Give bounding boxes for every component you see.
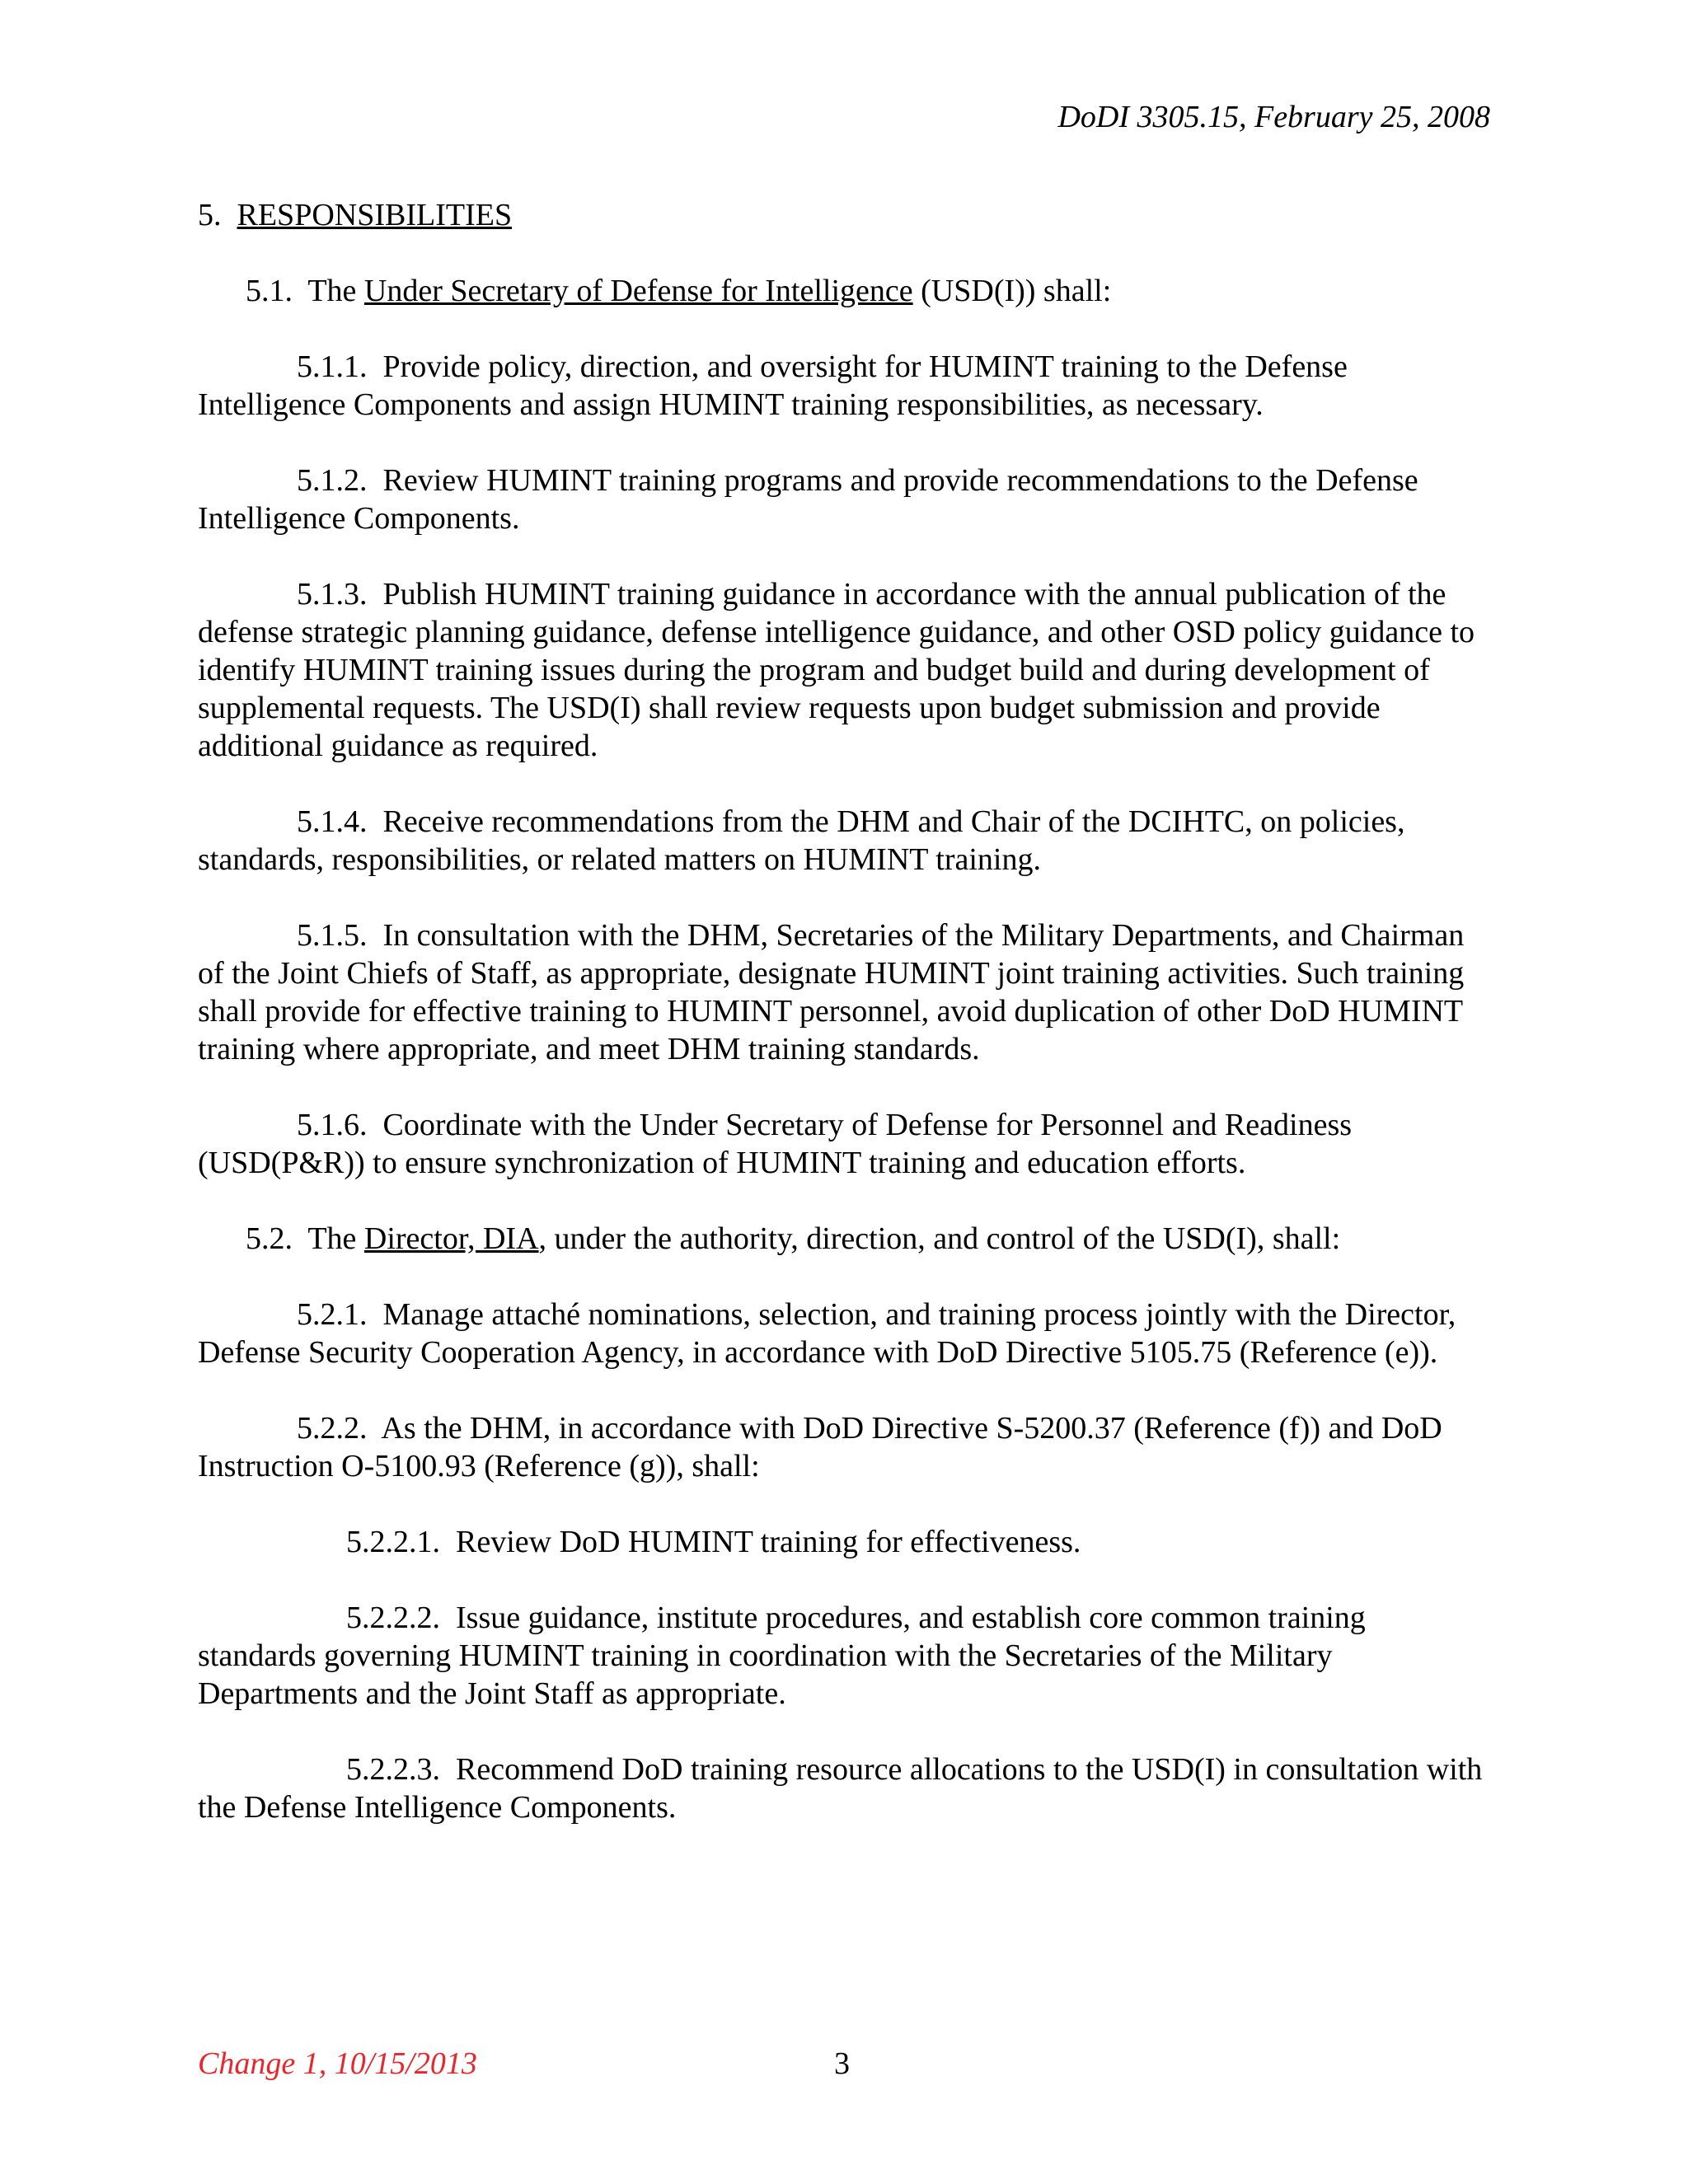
paragraph-5-1-6 bbox=[198, 1106, 1488, 1182]
paragraph-text: In consultation with the DHM, Secretaries of the Military Departments, and Chairman of the Joint Chiefs of Staff, as appropriate, designate HUMINT joint training activities. Such training shall provide for effective training to HUMINT personnel, avoid duplication of other DoD HUMINT training where appropriate, and meet DHM training standards. bbox=[198, 918, 1465, 1066]
paragraph-text: Issue guidance, institute procedures, and establish core common training standards governing HUMINT training in coordination with the Secretaries of the Military Departments and the Joint Staff as appropriate. bbox=[198, 1601, 1366, 1711]
paragraph-text: , under the authority, direction, and control of the USD(I), shall: bbox=[538, 1221, 1341, 1256]
paragraph-5-2-2 bbox=[198, 1409, 1488, 1485]
paragraph-text: The bbox=[307, 274, 357, 308]
paragraph-number: 5.1. bbox=[246, 274, 293, 308]
section-title: RESPONSIBILITIES bbox=[237, 198, 513, 232]
document-body bbox=[198, 196, 1488, 1864]
paragraph-number: 5.1.4. bbox=[297, 804, 368, 839]
section-heading bbox=[198, 196, 1488, 234]
paragraph-5-1-4 bbox=[198, 803, 1488, 879]
paragraph-5-2-2-1 bbox=[198, 1523, 1488, 1561]
paragraph-5-1-5 bbox=[198, 916, 1488, 1068]
paragraph-number: 5.2. bbox=[246, 1221, 293, 1256]
paragraph-number: 5.1.5. bbox=[297, 918, 368, 953]
usdi-title: Under Secretary of Defense for Intelligence bbox=[363, 274, 913, 308]
paragraph-text: Manage attaché nominations, selection, and training process jointly with the Director, Defense Security Cooperation Agency, in accordance with DoD Directive 5105.75 (Reference (e)). bbox=[198, 1297, 1456, 1370]
paragraph-text: The bbox=[307, 1221, 357, 1256]
paragraph-number: 5.2.2.1. bbox=[346, 1525, 440, 1559]
paragraph-text: Receive recommendations from the DHM and Chair of the DCIHTC, on policies, standards, responsibilities, or related matters on HUMINT training. bbox=[198, 804, 1405, 877]
paragraph-text: Review HUMINT training programs and provide recommendations to the Defense Intelligence Components. bbox=[198, 463, 1418, 536]
paragraph-5-2 bbox=[198, 1220, 1488, 1258]
paragraph-text: Coordinate with the Under Secretary of Defense for Personnel and Readiness (USD(P&R)) to ensure synchronization of HUMINT training and education efforts. bbox=[198, 1108, 1353, 1180]
director-dia-title: Director, DIA bbox=[363, 1221, 539, 1256]
paragraph-5-1-1 bbox=[198, 348, 1488, 424]
paragraph-text: Provide policy, direction, and oversight for HUMINT training to the Defense Intelligence Components and assign HUMINT training responsibilities, as necessary. bbox=[198, 349, 1348, 422]
paragraph-5-2-2-3 bbox=[198, 1750, 1488, 1826]
paragraph-number: 5.1.6. bbox=[297, 1108, 368, 1142]
paragraph-number: 5.1.1. bbox=[297, 349, 368, 384]
document-header: DoDI 3305.15, February 25, 2008 bbox=[1057, 100, 1490, 134]
paragraph-number: 5.2.2.3. bbox=[346, 1752, 440, 1787]
section-number: 5. bbox=[198, 198, 222, 232]
paragraph-number: 5.2.2.2. bbox=[346, 1601, 440, 1635]
page-number: 3 bbox=[834, 2046, 850, 2081]
paragraph-5-2-1 bbox=[198, 1296, 1488, 1371]
paragraph-number: 5.1.3. bbox=[297, 577, 368, 612]
paragraph-text: Review DoD HUMINT training for effectiveness. bbox=[456, 1525, 1081, 1559]
paragraph-text: (USD(I)) shall: bbox=[921, 274, 1112, 308]
paragraph-5-1-2 bbox=[198, 462, 1488, 537]
paragraph-text: As the DHM, in accordance with DoD Directive S-5200.37 (Reference (f)) and DoD Instruction O-5100.93 (Reference (g)), shall: bbox=[198, 1411, 1442, 1483]
paragraph-number: 5.1.2. bbox=[297, 463, 368, 498]
paragraph-5-1 bbox=[198, 272, 1488, 310]
paragraph-number: 5.2.1. bbox=[297, 1297, 368, 1332]
paragraph-text: Publish HUMINT training guidance in accordance with the annual publication of the defense strategic planning guidance, defense intelligence guidance, and other OSD policy guidance to identify HUMINT training issues during the program and budget build and during development of supplemental requests. The USD(I) shall review requests upon budget submission and provide additional guidance as required. bbox=[198, 577, 1475, 763]
paragraph-number: 5.2.2. bbox=[297, 1411, 368, 1446]
paragraph-5-2-2-2 bbox=[198, 1599, 1488, 1713]
paragraph-5-1-3 bbox=[198, 575, 1488, 765]
change-notice: Change 1, 10/15/2013 bbox=[198, 2046, 477, 2081]
paragraph-text: Recommend DoD training resource allocations to the USD(I) in consultation with the Defense Intelligence Components. bbox=[198, 1752, 1483, 1825]
